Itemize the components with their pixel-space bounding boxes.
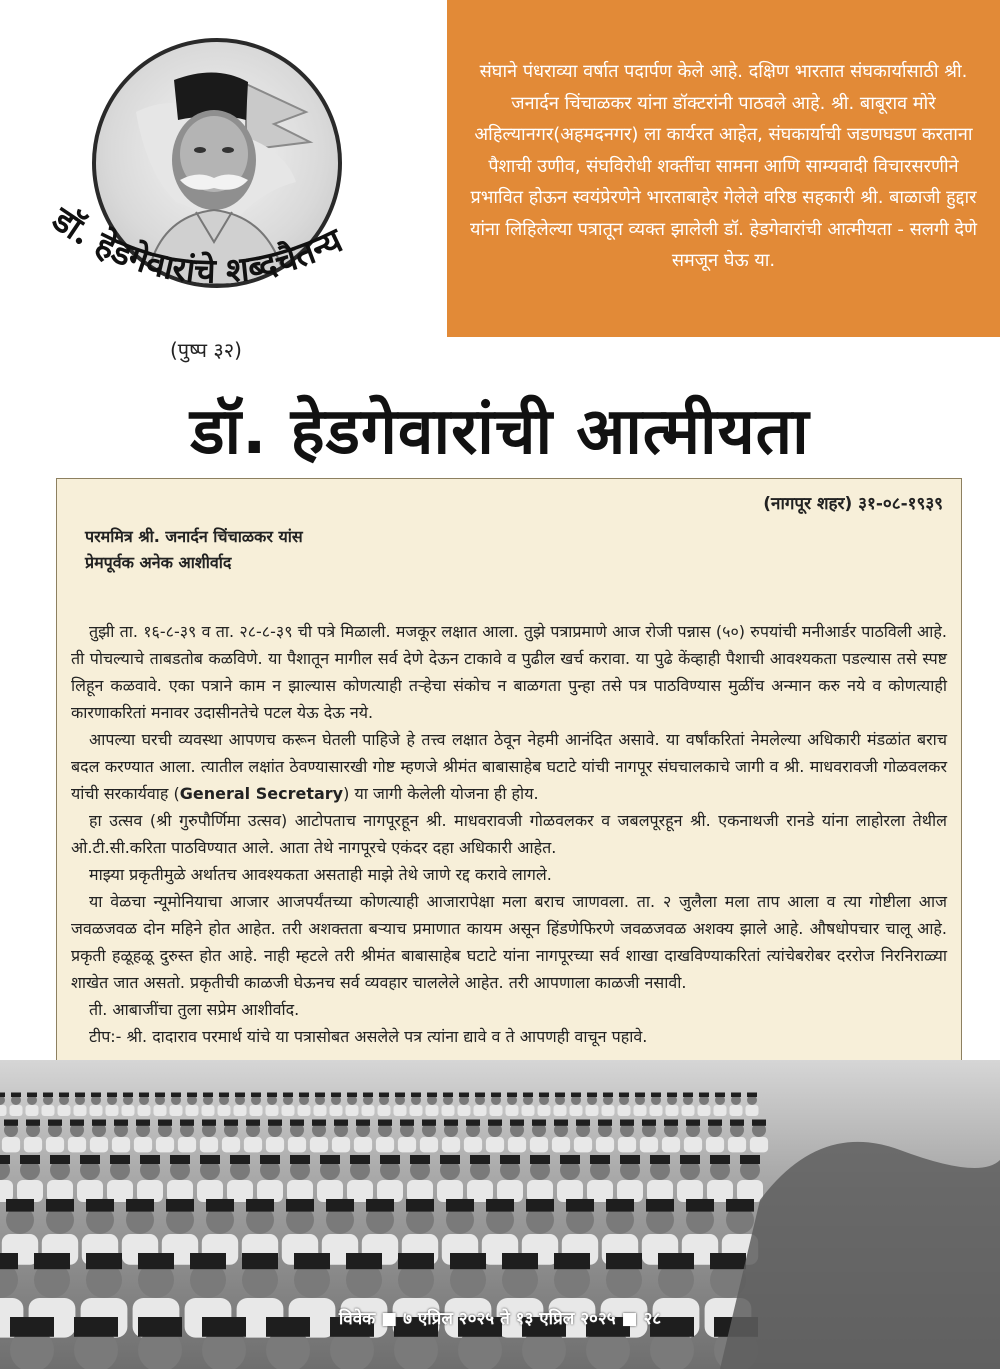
letter-salutation — [85, 524, 947, 576]
letter-paragraph-2 — [71, 726, 947, 807]
series-title: डॉ. हेडगेवारांचे शब्दचैतन्य — [44, 199, 349, 292]
letter-paragraph-1: तुझी ता. १६-८-३९ व ता. २८-८-३९ ची पत्रे मिळाली. मजकूर लक्षात आला. तुझे पत्राप्रमाणे आज रोजी पन्नास (५०) रुपयांची मनीआर्डर पाठविली आहे. ती पोचल्याचे ताबडतोब कळविणे. या पैशातून मागील सर्व देणे देऊन टाकावे व पुढील खर्च करावा. या पुढे केंव्हाही पैशाची आवश्यकता पडल्यास तसे स्पष्ट लिहून कळवावे. एका पत्राने काम न झाल्यास कोणत्याही तऱ्हेचा संकोच न बाळगता पुन्हा तसे पत्र पाठविण्यास मुळींच अन्मान करु नये व कोणत्याही कारणाकरितां मनावर उदासीनतेचे पटल येऊ देऊ नये. — [71, 622, 947, 722]
page-title: डॉ. हेडगेवारांची आत्मीयता — [190, 395, 810, 469]
series-title-arc — [20, 195, 410, 345]
letter-date: (नागपूर शहर) ३१-०८-१९३९ — [763, 494, 943, 514]
letter-paragraph-6: ती. आबाजींचा तुला सप्रेम आशीर्वाद. — [89, 1000, 300, 1019]
page-footer: विवेक ■ ७ एप्रिल २०२५ ते १३ एप्रिल २०२५ ■ २८ — [338, 1309, 662, 1329]
letter-paragraph-5: या वेळचा न्यूमोनियाचा आजार आजपर्यंतच्या कोणत्याही आजारापेक्षा मला बराच जाणवला. ता. २ जुलैला मला ताप आला व त्या गोष्टीला आज जवळजवळ दोन महिने होत आहेत. तरी अशक्तता बऱ्याच प्रमाणात कायम असून हिंडणेफिरणे जवळजवळ अशक्य झाले आहे. औषधोपचार चालू आहे. प्रकृती हळूहळू दुरुस्त होत आहे. नाही म्हटले तरी श्रीमंत बाबासाहेब घटाटे यांना नागपूरच्या सर्व शाखा दाखविण्याकरितां त्यांचेबरोबर दररोज निरनिराळ्या शाखेत जात असतो. प्रकृतीची काळजी घेऊनच सर्व व्यवहार चाललेले आहेत. तरी आपणाला काळजी नसावी. — [71, 892, 947, 992]
english-term: General Secretary — [179, 784, 344, 803]
series-number: (पुष्प ३२) — [170, 338, 242, 362]
letter-body — [71, 618, 947, 1050]
intro-box — [447, 0, 1000, 337]
letter-paragraph-4: माझ्या प्रकृतीमुळे अर्थातच आवश्यकता असताही माझे तेथे जाणे रद्द करावे लागले. — [89, 865, 552, 884]
svg-text:डॉ. हेडगेवारांचे शब्दचैतन्य — [44, 199, 350, 292]
intro-text: संघाने पंधराव्या वर्षात पदार्पण केले आहे. दक्षिण भारतात संघकार्यासाठी श्री. जनार्दन चिंचाळकर यांना डॉक्टरांनी पाठवले आहे. श्री. बाबूराव मोरे अहिल्यानगर(अहमदनगर) ला कार्यरत आहेत, संघकार्याची जडणघडण करताना पैशाची उणीव, संघविरोधी शक्तींचा सामना आणि साम्यवादी विचारसरणीने प्रभावित होऊन स्वयंप्रेरणेने भारताबाहेर गेलेले वरिष्ठ सहकारी श्री. बाळाजी हुद्दार यांना लिहिलेल्या पत्रातून व्यक्त झालेली डॉ. हेडगेवारांची आत्मीयता - सलगी देणे समजून घेऊ या. — [469, 61, 978, 271]
salutation-line-2: प्रेमपूर्वक अनेक आशीर्वाद — [85, 553, 232, 572]
letter-paragraph-2-part-a: आपल्या घरची व्यवस्था आपणच करून घेतली पाहिजे हे तत्त्व लक्षात ठेवून नेहमी आनंदित असावे. या वर्षांकरितां नेमलेल्या अधिकारी मंडळांत बराच बदल करण्यात आला. त्यातील लक्षांत ठेवण्यासारखी गोष्ट म्हणजे श्रीमंत बाबासाहेब घटाटे यांची नागपूर संघचालकाचे जागी व श्री. माधवरावजी गोळवलकर यांची सरकार्यवाह ( — [71, 730, 947, 803]
salutation-line-1: परममित्र श्री. जनार्दन चिंचाळकर यांस — [85, 527, 303, 546]
letter-box — [56, 478, 962, 1072]
letter-paragraph-7: टीप:- श्री. दादाराव परमार्थ यांचे या पत्रासोबत असलेले पत्र त्यांना द्यावे व ते आपणही वाचून पहावे. — [89, 1027, 648, 1046]
letter-paragraph-3: हा उत्सव (श्री गुरुपौर्णिमा उत्सव) आटोपताच नागपूरहून श्री. माधवरावजी गोळवलकर व जबलपूरहून श्री. एकनाथजी रानडे यांना लाहोरला तेथील ओ.टी.सी.करिता पाठविण्यात आले. आता तेथे नागपूरचे एकंदर दहा अधिकारी आहेत. — [71, 811, 947, 857]
letter-paragraph-2-part-b: ) या जागी केलेली योजना ही होय. — [343, 784, 539, 803]
